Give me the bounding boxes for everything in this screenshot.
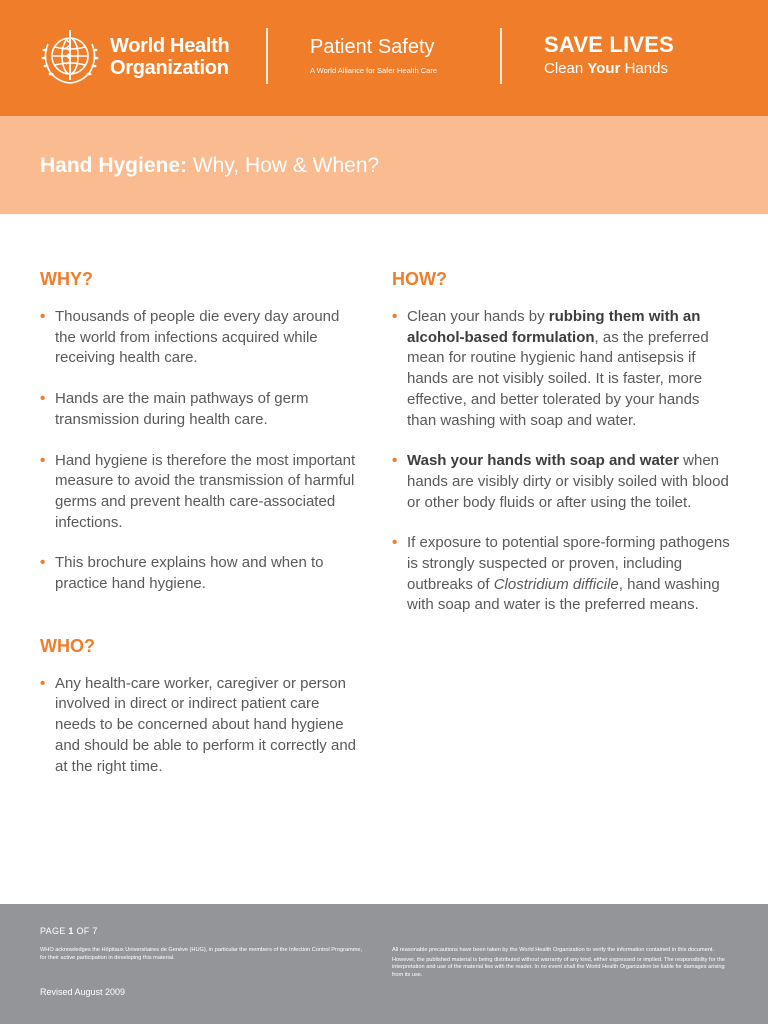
- bullet-icon: •: [392, 308, 398, 325]
- how-item-3-pre: If exposure to potential spore-forming pathogens is strongly suspected or proven, including outbreaks of: [407, 534, 730, 593]
- who-item-text: Any health-care worker, caregiver or person involved in direct or indirect patient care needs to be concerned about hand hygiene and should be able to perform it correctly and at the right time.: [55, 674, 357, 775]
- header-bar: [0, 0, 768, 116]
- why-item-text: Hand hygiene is therefore the most important measure to avoid the transmission of harmful germs and prevent health care-associated infections.: [55, 451, 356, 531]
- why-item: [40, 389, 360, 430]
- who-list: [40, 674, 360, 778]
- why-item: [40, 307, 360, 369]
- bullet-icon: •: [40, 554, 46, 572]
- revised-date: Revised August 2009: [40, 987, 126, 997]
- how-heading: HOW?: [392, 269, 447, 289]
- tagline-emphasis: Your: [587, 60, 621, 77]
- who-emblem-icon: [38, 26, 102, 86]
- bullet-icon: •: [40, 451, 46, 469]
- page-number: [40, 926, 98, 937]
- how-item: [392, 451, 732, 513]
- org-name-line2: Organization: [110, 57, 229, 79]
- left-column: [40, 268, 360, 797]
- how-item-3-italic: Clostridium difficile: [493, 575, 619, 593]
- header-divider-1: [266, 28, 268, 84]
- why-item-text: This brochure explains how and when to practice hand hygiene.: [55, 554, 324, 593]
- how-item-1-post: , as the preferred mean for routine hygienic hand antisepsis if hands are not visibly soiled. It is faster, more effective, and better tolerated by your hands than washing with soap and water.: [407, 328, 709, 429]
- who-heading: WHO?: [40, 635, 95, 656]
- footer: [0, 904, 768, 1024]
- header-divider-2: [500, 28, 502, 84]
- how-item-3-post: , hand washing with soap and water is the preferred means.: [407, 575, 720, 614]
- page-title: [40, 153, 379, 179]
- who-item: [40, 674, 360, 778]
- how-list: [392, 307, 732, 616]
- org-name-line1: World Health: [110, 35, 230, 57]
- how-item-2-bold: Wash your hands with soap and water: [407, 452, 679, 470]
- page-title-bold: Hand Hygiene:: [40, 154, 188, 177]
- disclaimer-1: All reasonable precautions have been taken by the World Health Organization to verify the information contained in this document.: [392, 947, 715, 953]
- bullet-icon: •: [40, 674, 46, 692]
- organization-name: [110, 35, 229, 79]
- how-item: [392, 533, 732, 616]
- how-item-1-pre: Clean your hands by: [407, 308, 549, 325]
- patient-safety-title: Patient Safety: [310, 36, 435, 58]
- how-item-2-post: when hands are visibly dirty or visibly soiled with blood or other body fluids or after using the toilet.: [407, 452, 729, 511]
- bullet-icon: •: [392, 534, 398, 552]
- clean-your-hands-tagline: [544, 60, 668, 78]
- disclaimer: [392, 947, 732, 981]
- bullet-icon: •: [40, 308, 46, 325]
- page-title-rest: Why, How & When?: [187, 154, 380, 177]
- why-item-text: Hands are the main pathways of germ transmission during health care.: [55, 390, 309, 428]
- page-current: 1: [68, 926, 74, 936]
- why-item: [40, 451, 360, 534]
- bullet-icon: •: [40, 390, 46, 408]
- why-item-text: Thousands of people die every day around the world from infections acquired while receiving health care.: [55, 308, 340, 367]
- page-label: PAGE: [40, 926, 69, 936]
- right-column: [392, 268, 732, 636]
- why-heading: WHY?: [40, 269, 93, 289]
- patient-safety-subtitle: A World Alliance for Safer Health Care: [310, 66, 438, 75]
- acknowledgement-text: WHO acknowledges the Hôpitaux Universitaires de Genève (HUG), in particular the members of the Infection Control Programme, for their active participation in developing this material.: [40, 947, 363, 961]
- page-total: OF 7: [73, 926, 98, 936]
- tagline-suffix: Hands: [620, 60, 668, 77]
- tagline-prefix: Clean: [544, 60, 588, 77]
- save-lives-title: SAVE LIVES: [544, 32, 674, 57]
- how-item: [392, 307, 732, 431]
- bullet-icon: •: [392, 452, 398, 470]
- why-list: [40, 307, 360, 595]
- how-item-1-bold: rubbing them with an alcohol-based formulation: [407, 308, 701, 346]
- disclaimer-2: However, the published material is being distributed without warranty of any kind, either expressed or implied. The responsibility for the interpretation and use of the material lies with the reader. In no event shall the World Health Organization be liable for damages arising from its use.: [392, 956, 725, 978]
- why-item: [40, 553, 360, 594]
